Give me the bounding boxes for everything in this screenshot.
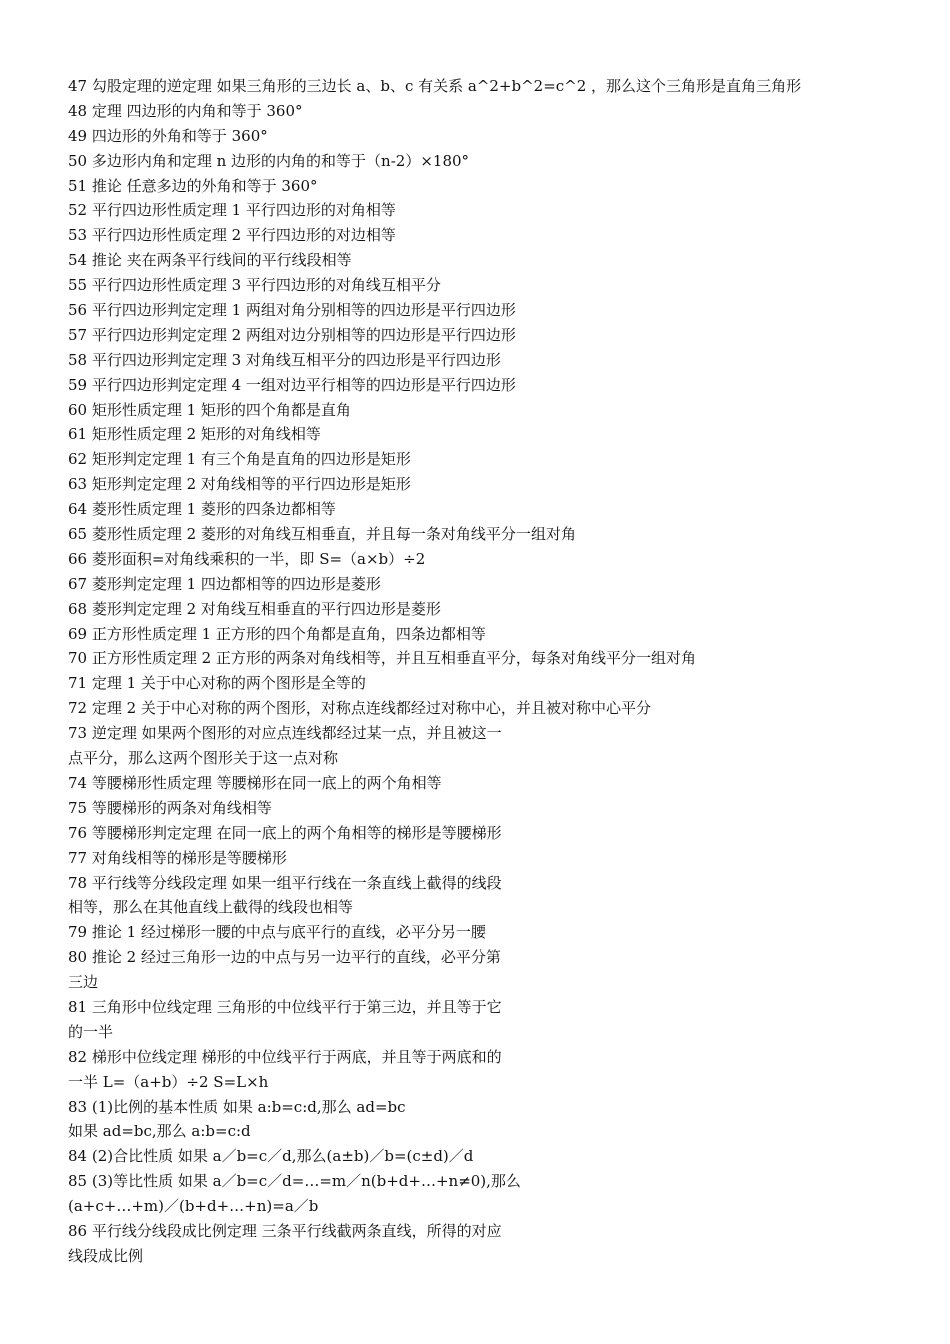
text-line: 56 平行四边形判定定理 1 两组对角分别相等的四边形是平行四边形 <box>68 301 516 320</box>
text-line: 75 等腰梯形的两条对角线相等 <box>68 798 272 817</box>
text-line: 47 勾股定理的逆定理 如果三角形的三边长 a、b、c 有关系 a^2+b^2=c^2 ，那么这个三角形是直角三角形 <box>68 77 802 95</box>
text-line: 58 平行四边形判定定理 3 对角线互相平分的四边形是平行四边形 <box>68 350 501 369</box>
text-line: 85 (3)等比性质 如果 a／b=c／d=…=m／n(b+d+…+n≠0),那么 <box>68 1172 521 1191</box>
text-line: 66 菱形面积=对角线乘积的一半，即 S=（a×b）÷2 <box>68 549 426 568</box>
document-page <box>68 74 908 1269</box>
text-line: 73 逆定理 如果两个图形的对应点连线都经过某一点，并且被这一 <box>68 724 502 743</box>
text-line: 52 平行四边形性质定理 1 平行四边形的对角相等 <box>68 201 396 220</box>
text-line: 64 菱形性质定理 1 菱形的四条边都相等 <box>68 500 336 519</box>
text-line: 86 平行线分线段成比例定理 三条平行线截两条直线，所得的对应 <box>68 1221 502 1240</box>
text-line: 77 对角线相等的梯形是等腰梯形 <box>68 848 287 867</box>
text-line: 53 平行四边形性质定理 2 平行四边形的对边相等 <box>68 226 396 245</box>
text-line: 84 (2)合比性质 如果 a／b=c／d,那么(a±b)／b=(c±d)／d <box>68 1147 474 1166</box>
text-line: 51 推论 任意多边的外角和等于 360° <box>68 176 318 195</box>
text-line: 67 菱形判定定理 1 四边都相等的四边形是菱形 <box>68 574 381 593</box>
text-line: 50 多边形内角和定理 n 边形的内角的和等于（n-2）×180° <box>68 151 470 170</box>
text-line: 60 矩形性质定理 1 矩形的四个角都是直角 <box>68 400 351 419</box>
text-line: 79 推论 1 经过梯形一腰的中点与底平行的直线，必平分另一腰 <box>68 923 486 942</box>
text-line: 三边 <box>68 973 99 992</box>
text-line: 78 平行线等分线段定理 如果一组平行线在一条直线上截得的线段 <box>68 873 502 892</box>
text-line: 71 定理 1 关于中心对称的两个图形是全等的 <box>68 674 366 693</box>
text-line: 68 菱形判定定理 2 对角线互相垂直的平行四边形是菱形 <box>68 599 441 618</box>
text-line: 一半 L=（a+b）÷2 S=L×h <box>68 1072 269 1091</box>
text-line: 如果 ad=bc,那么 a:b=c:d <box>68 1122 251 1141</box>
text-line: 63 矩形判定定理 2 对角线相等的平行四边形是矩形 <box>68 475 411 494</box>
text-line: 48 定理 四边形的内角和等于 360° <box>68 101 303 120</box>
text-line: 83 (1)比例的基本性质 如果 a:b=c:d,那么 ad=bc <box>68 1097 406 1116</box>
text-line: 65 菱形性质定理 2 菱形的对角线互相垂直，并且每一条对角线平分一组对角 <box>68 525 576 544</box>
text-line: 57 平行四边形判定定理 2 两组对边分别相等的四边形是平行四边形 <box>68 325 516 344</box>
text-line: 80 推论 2 经过三角形一边的中点与另一边平行的直线，必平分第 <box>68 948 501 967</box>
text-line: 70 正方形性质定理 2 正方形的两条对角线相等，并且互相垂直平分，每条对角线平分一组对角 <box>68 649 696 668</box>
text-line: 76 等腰梯形判定定理 在同一底上的两个角相等的梯形是等腰梯形 <box>68 823 502 842</box>
text-line: 74 等腰梯形性质定理 等腰梯形在同一底上的两个角相等 <box>68 773 442 792</box>
text-line: (a+c+…+m)／(b+d+…+n)=a／b <box>68 1197 319 1216</box>
text-line: 72 定理 2 关于中心对称的两个图形，对称点连线都经过对称中心，并且被对称中心平分 <box>68 699 651 718</box>
text-line: 相等，那么在其他直线上截得的线段也相等 <box>68 898 354 917</box>
text-line: 69 正方形性质定理 1 正方形的四个角都是直角，四条边都相等 <box>68 624 486 643</box>
text-line: 82 梯形中位线定理 梯形的中位线平行于两底，并且等于两底和的 <box>68 1047 502 1066</box>
text-line: 49 四边形的外角和等于 360° <box>68 126 268 145</box>
text-line: 线段成比例 <box>68 1246 144 1265</box>
text-line: 61 矩形性质定理 2 矩形的对角线相等 <box>68 425 321 444</box>
text-line: 55 平行四边形性质定理 3 平行四边形的对角线互相平分 <box>68 276 441 295</box>
text-line: 81 三角形中位线定理 三角形的中位线平行于第三边，并且等于它 <box>68 997 502 1016</box>
text-line: 点平分，那么这两个图形关于这一点对称 <box>68 749 339 768</box>
text-line: 59 平行四边形判定定理 4 一组对边平行相等的四边形是平行四边形 <box>68 375 516 394</box>
text-line: 的一半 <box>68 1022 114 1041</box>
text-line: 54 推论 夹在两条平行线间的平行线段相等 <box>68 251 352 270</box>
text-line: 62 矩形判定定理 1 有三个角是直角的四边形是矩形 <box>68 450 411 469</box>
